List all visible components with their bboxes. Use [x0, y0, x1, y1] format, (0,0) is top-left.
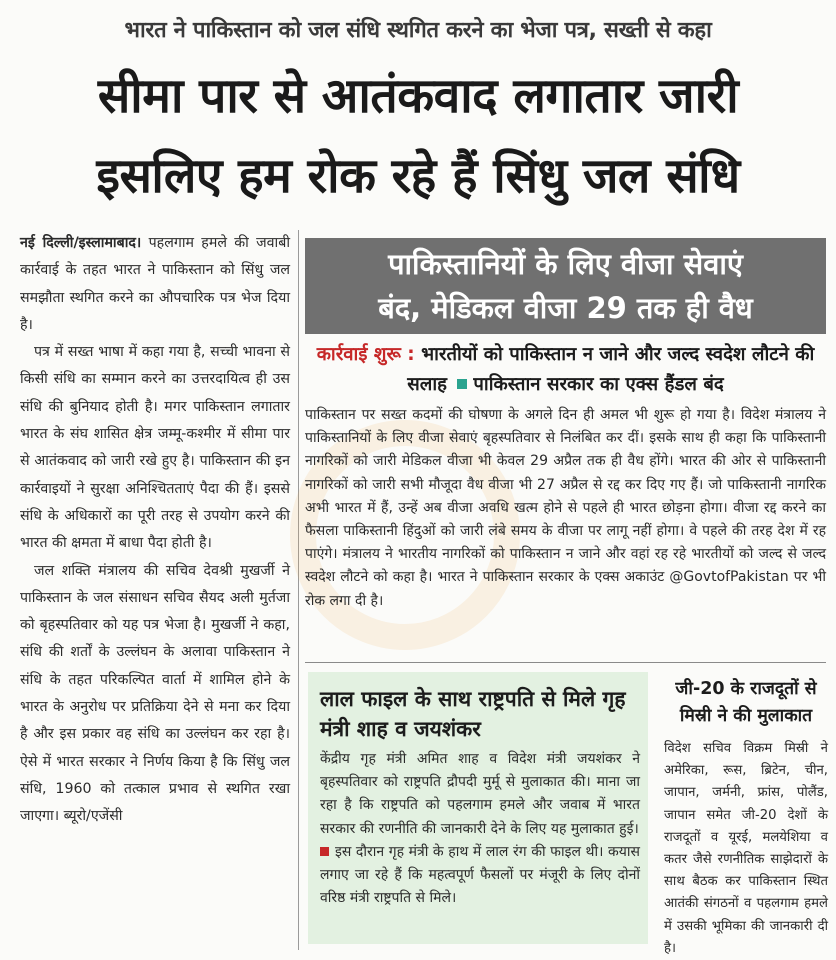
president-meeting-paragraph-2 — [320, 841, 640, 911]
left-article-paragraph-2: पत्र में सख्त भाषा में कहा गया है, सच्ची भावना से किसी संधि का सम्मान करने का उत्तरदायित्व ही उस संधि की बुनियाद होती है। मगर पाकिस्तान लगातार भारत के संघ शासित क्षेत्र जम्मू-कश्मीर में सीमा पार से आतंकवाद को जारी रखे हुए है। पाकिस्तान की इन कार्रवाइयों ने सुरक्षा अनिश्चितताएं पैदा की हैं। इससे संधि के अधिकारों का पूरी तरह से उपयोग करने की भारत की क्षमता में बाधा पैदा होती है। — [20, 344, 290, 552]
president-meeting-box — [308, 672, 648, 944]
visa-headline-line-1: पाकिस्तानियों के लिए वीजा सेवाएं — [388, 247, 743, 281]
main-headline-line-2: इसलिए हम रोक रहे हैं सिंधु जल संधि — [96, 148, 740, 204]
dateline: नई दिल्ली/इस्लामाबाद। — [20, 235, 142, 251]
action-subhead — [305, 340, 826, 400]
left-article-paragraph-1 — [20, 230, 290, 339]
g20-meeting-headline: जी-20 के राजदूतों से मिस्री ने की मुलाकात — [675, 679, 817, 726]
visa-article-body: पाकिस्तान पर सख्त कदमों की घोषणा के अगले दिन ही अमल भी शुरू हो गया है। विदेश मंत्रालय ने पाकिस्तानियों के लिए वीजा सेवाएं बृहस्पतिवार से निलंबित कर दीं। इसके साथ ही कहा कि पाकिस्तानी नागरिकों को जारी मेडिकल वीजा भी केवल 29 अप्रैल तक ही वैध होंगे। भारत की ओर से पाकिस्तानी नागरिकों को जारी सभी मौजूदा वैध वीजा भी 27 अप्रैल से रद्द कर दिए गए हैं। जो पाकिस्तानी नागरिक अभी भारत में हैं, उन्हें अब वीजा अवधि खत्म होने से पहले ही भारत छोड़ना होगा। वीजा रद्द करने का फैसला पाकिस्तानी हिंदुओं को जारी लंबे समय के वीजा पर लागू नहीं होगा। वे पहले की तरह देश में रह पाएंगे। मंत्रालय ने भारतीय नागरिकों को पाकिस्तान न जाने और वहां रह रहे भारतीयों को जल्द से जल्द स्वदेश लौटने को कहा है। भारत ने पाकिस्तान सरकार के एक्स अकाउंट @GovtofPakistan पर भी रोक लगा दी है। — [305, 407, 826, 609]
g20-meeting-text: विदेश सचिव विक्रम मिस्री ने अमेरिका, रूस, ब्रिटेन, चीन, जापान, जर्मनी, फ्रांस, पोलैंड, जापान समेत जी-20 देशों के राजदूतों व यूरई, मलयेशिया व कतर जैसे रणनीतिक साझेदारों के साथ बैठक कर पाकिस्तान स्थित आतंकी संगठनों व पहलगाम हमले में उसकी भूमिका की जानकारी दी है। — [664, 741, 828, 956]
president-meeting-text-1: केंद्रीय गृह मंत्री अमित शाह व विदेश मंत्री जयशंकर ने बृहस्पतिवार को राष्ट्रपति द्रौपदी मुर्मू से मुलाकात की। माना जा रहा है कि राष्ट्रपति को पहलगाम हमले और जवाब में भारत सरकार की रणनीति की जानकारी देने के लिए यह मुलाकात हुई। — [320, 751, 640, 837]
visa-headline-box — [305, 238, 826, 334]
left-article-paragraph-3: जल शक्ति मंत्रालय की सचिव देवश्री मुखर्जी ने पाकिस्तान के जल संसाधन सचिव सैयद अली मुर्तजा को बृहस्पतिवार को यह पत्र भेजा है। मुखर्जी ने कहा, संधि की शर्तों के उल्लंघन के अलावा पाकिस्तान ने संधि के तहत परिकल्पित वार्ता में शामिल होने के भारत के अनुरोध पर प्रतिक्रिया देने से मना कर दिया है और इस प्रकार वह संधि का उल्लंघन कर रहा है। ऐसे में भारत सरकार ने निर्णय किया है कि सिंधु जल संधि, 1960 को तत्काल प्रभाव से स्थगित रखा जाएगा। ब्यूरो/एजेंसी — [20, 562, 290, 825]
action-label: कार्रवाई शुरू : — [316, 344, 415, 365]
action-text-1: भारतीयों को पाकिस्तान न जाने और जल्द स्वदेश लौटने की सलाह — [407, 344, 815, 395]
g20-meeting-box — [660, 672, 828, 956]
column-divider — [298, 230, 299, 950]
left-article — [20, 230, 290, 831]
main-headline-line-1: सीमा पार से आतंकवाद लगातार जारी — [97, 68, 739, 124]
section-divider — [305, 662, 826, 663]
visa-headline-line-2: बंद, मेडिकल वीजा 29 तक ही वैध — [378, 291, 753, 325]
teal-square-icon — [457, 379, 467, 389]
left-article-p1-text: पहलगाम हमले की जवाबी कार्रवाई के तहत भारत ने पाकिस्तान को सिंधु जल समझौता स्थगित करने का औपचारिक पत्र भेज दिया है। — [20, 235, 290, 333]
red-square-icon — [320, 847, 329, 856]
president-meeting-text-2: इस दौरान गृह मंत्री के हाथ में लाल रंग की फाइल थी। कयास लगाए जा रहे हैं कि महत्वपूर्ण फैसलों पर मंजूरी के लिए दोनों वरिष्ठ मंत्री राष्ट्रपति से मिले। — [320, 843, 640, 907]
kicker-line: भारत ने पाकिस्तान को जल संधि स्थगित करने का भेजा पत्र, सख्ती से कहा — [124, 18, 712, 43]
action-text-2: पाकिस्तान सरकार का एक्स हैंडल बंद — [473, 374, 724, 395]
president-meeting-headline: लाल फाइल के साथ राष्ट्रपति से मिले गृह मंत्री शाह व जयशंकर — [320, 687, 626, 741]
